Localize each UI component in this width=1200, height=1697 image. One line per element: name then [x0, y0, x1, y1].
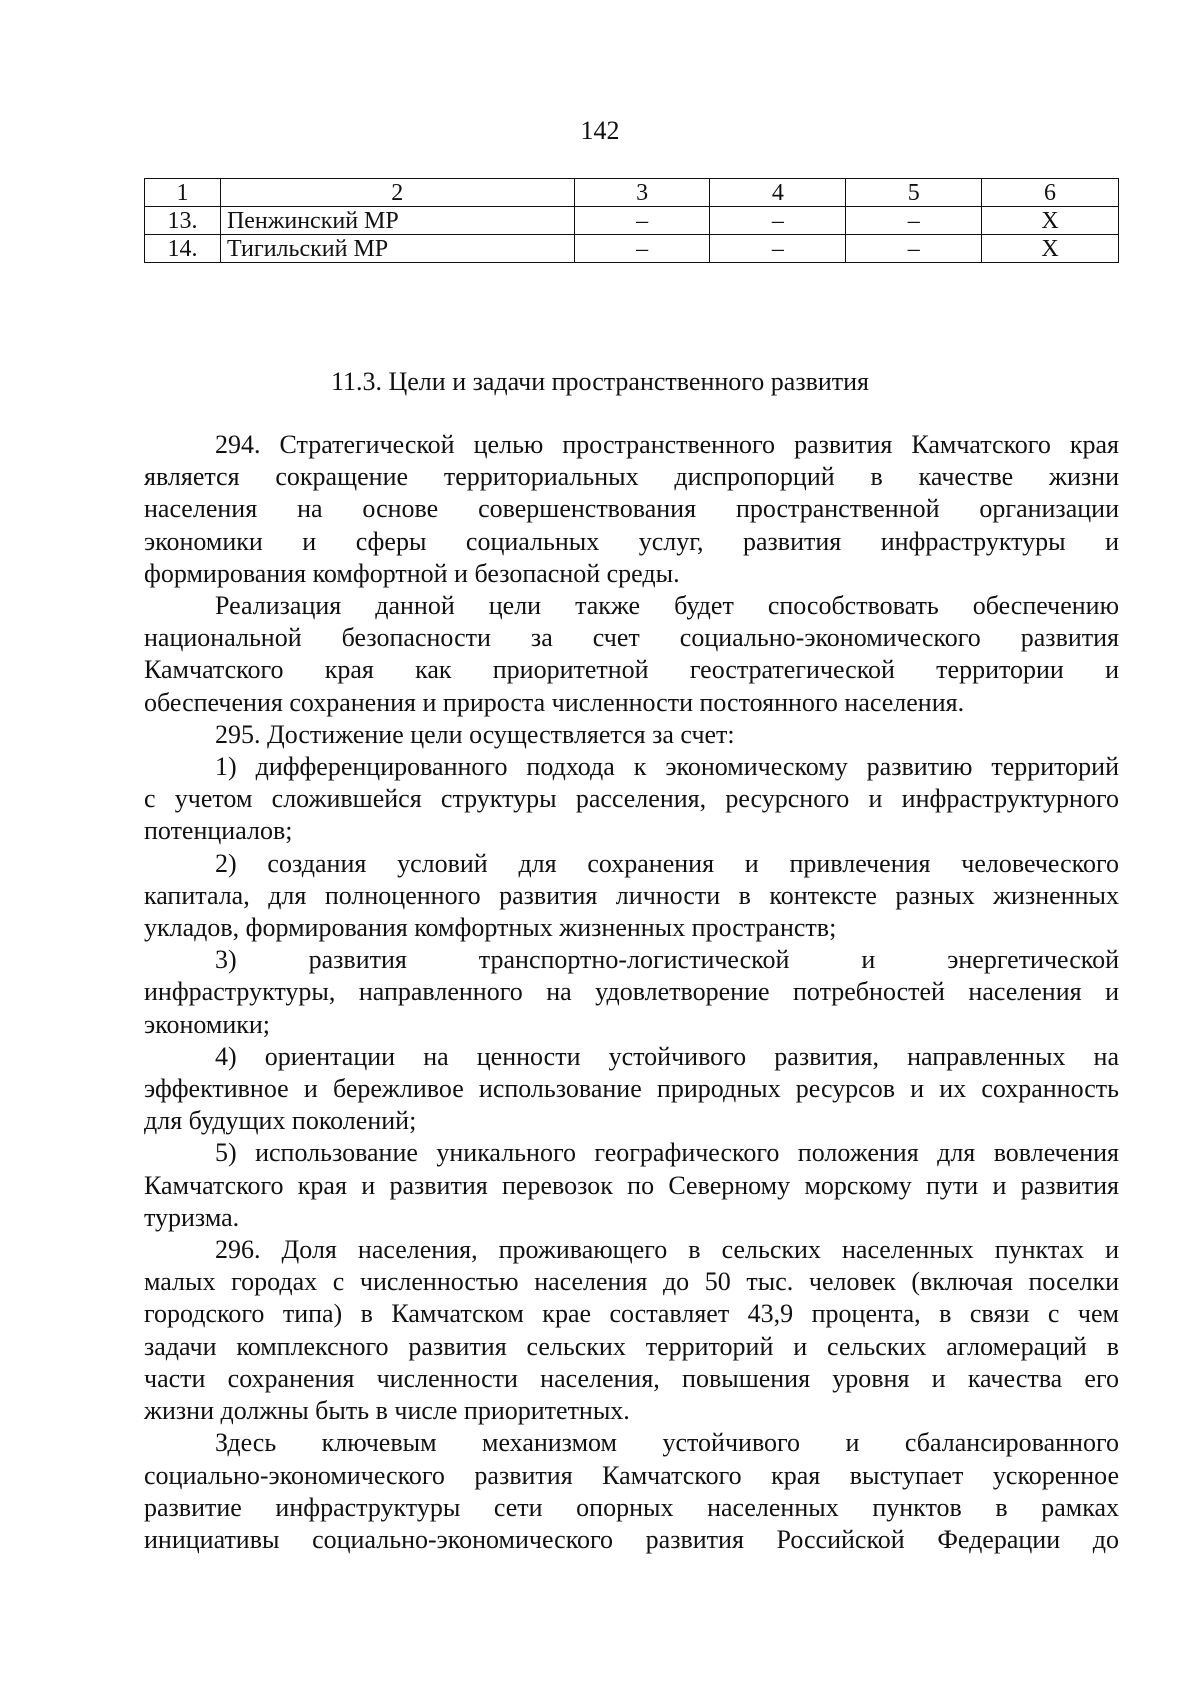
table-cell: – — [574, 235, 710, 263]
table-cell: – — [710, 235, 846, 263]
text-line: капитала, для полноценного развития личности в контексте разных жизненных — [144, 880, 1119, 910]
page-number: 142 — [580, 116, 620, 145]
table-cell: 14. — [145, 235, 221, 263]
text-line: жизни должны быть в числе приоритетных. — [144, 1396, 630, 1426]
text-line: 1) дифференцированного подхода к экономическому развитию территорий — [215, 752, 1119, 782]
table-cell: Х — [982, 235, 1119, 263]
text-line: обеспечения сохранения и прироста численности постоянного населения. — [144, 687, 965, 717]
table-cell: Пенжинский МР — [220, 207, 574, 235]
text-line: национальной безопасности за счет социально-экономического развития — [144, 623, 1119, 653]
text-line: экономики; — [144, 1009, 271, 1039]
text-line: формирования комфортной и безопасной среды. — [144, 558, 680, 588]
text-line: Здесь ключевым механизмом устойчивого и сбалансированного — [215, 1428, 1119, 1458]
text-line: 2) создания условий для сохранения и привлечения человеческого — [215, 848, 1119, 878]
text-line: с учетом сложившейся структуры расселения, ресурсного и инфраструктурного — [144, 784, 1119, 814]
section-heading: 11.3. Цели и задачи пространственного развития — [330, 367, 870, 396]
table-header-row — [145, 179, 1119, 207]
text-line: 3) развития транспортно-логистической и энергетической — [215, 945, 1119, 975]
table-row — [145, 235, 1119, 263]
text-line: 295. Достижение цели осуществляется за счет: — [215, 719, 735, 749]
table-header-cell: 5 — [846, 179, 982, 207]
table-cell: – — [846, 235, 982, 263]
table-cell: 13. — [145, 207, 221, 235]
table-cell: – — [574, 207, 710, 235]
text-line: потенциалов; — [144, 816, 293, 846]
text-line: городского типа) в Камчатском крае составляет 43,9 процента, в связи с чем — [144, 1299, 1119, 1329]
text-line: социально-экономического развития Камчатского края выступает ускоренное — [144, 1460, 1119, 1490]
text-line: инициативы социально-экономического развития Российской Федерации до — [144, 1524, 1119, 1554]
text-line: экономики и сферы социальных услуг, развития инфраструктуры и — [144, 526, 1119, 556]
text-line: туризма. — [144, 1202, 240, 1232]
table-header-cell: 1 — [145, 179, 221, 207]
text-line: 4) ориентации на ценности устойчивого развития, направленных на — [215, 1041, 1119, 1071]
table-cell: – — [710, 207, 846, 235]
continuation-table — [144, 178, 1119, 263]
text-line: Камчатского края и развития перевозок по Северному морскому пути и развития — [144, 1170, 1119, 1200]
text-line: малых городах с численностью населения до 50 тыс. человек (включая поселки — [144, 1267, 1119, 1297]
table-header-cell: 4 — [710, 179, 846, 207]
text-line: 5) использование уникального географического положения для вовлечения — [215, 1138, 1119, 1168]
text-line: 294. Стратегической целью пространственного развития Камчатского края — [215, 430, 1119, 459]
text-line: Камчатского края как приоритетной геостратегической территории и — [144, 655, 1119, 685]
text-line: для будущих поколений; — [144, 1106, 417, 1136]
table-header-cell: 3 — [574, 179, 710, 207]
table-cell: Х — [982, 207, 1119, 235]
text-line: является сокращение территориальных диспропорций в качестве жизни — [144, 462, 1119, 492]
table-cell: Тигильский МР — [220, 235, 574, 263]
text-line: части сохранения численности населения, повышения уровня и качества его — [144, 1363, 1119, 1393]
text-line: 296. Доля населения, проживающего в сельских населенных пунктах и — [215, 1235, 1119, 1265]
text-line: инфраструктуры, направленного на удовлетворение потребностей населения и — [144, 977, 1119, 1007]
body-text — [144, 429, 1119, 1556]
table-row — [145, 207, 1119, 235]
table-cell: – — [846, 207, 982, 235]
text-line: развитие инфраструктуры сети опорных населенных пунктов в рамках — [144, 1492, 1119, 1522]
text-line: Реализация данной цели также будет способствовать обеспечению — [215, 591, 1119, 621]
text-line: укладов, формирования комфортных жизненных пространств; — [144, 913, 837, 943]
text-line: эффективное и бережливое использование природных ресурсов и их сохранность — [144, 1074, 1119, 1104]
table-header-cell: 6 — [982, 179, 1119, 207]
table-header-cell: 2 — [220, 179, 574, 207]
text-line: задачи комплексного развития сельских территорий и сельских агломераций в — [144, 1331, 1119, 1361]
text-line: населения на основе совершенствования пространственной организации — [144, 494, 1119, 524]
